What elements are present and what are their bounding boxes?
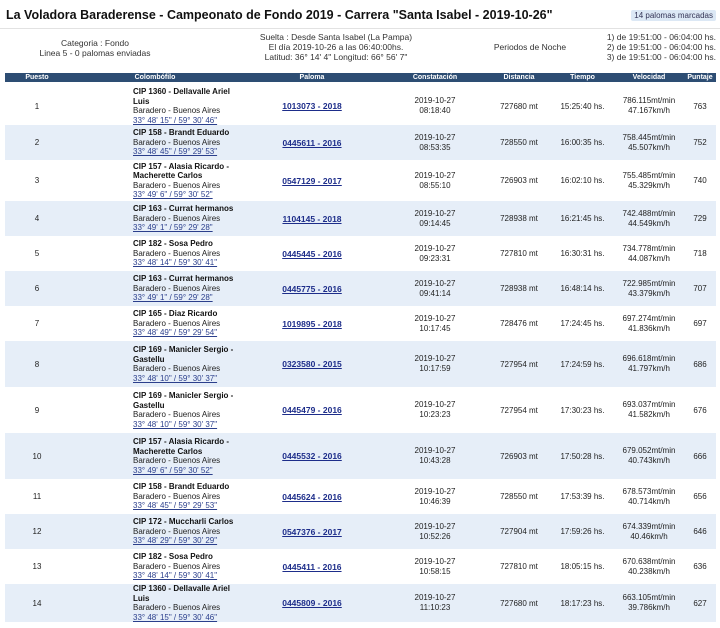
speed-km-h: 40.46km/h [630,531,668,541]
fancier-cell [69,479,241,514]
arrival-date: 2019-10-27 [414,96,456,105]
flight-time-cell: 16:48:14 hs. [551,271,614,306]
fancier-cell [69,387,241,433]
release-date: El día 2019-10-26 a las 06:40:00hs. [268,42,404,52]
arrival-date: 2019-10-27 [414,313,456,323]
score-cell: 666 [684,433,716,479]
position-cell: 10 [5,433,69,479]
fancier-cell [69,201,241,236]
speed-m-min: 722.985mt/min [622,278,676,288]
arrival-time: 10:58:15 [419,566,451,576]
pigeon-ring-link[interactable]: 1013073 - 2018 [282,101,342,111]
arrival-date: 2019-10-27 [414,521,456,531]
flight-time-cell: 17:59:26 hs. [551,514,614,549]
speed-m-min: 663.105mt/min [622,593,676,602]
fancier-location: Baradero - Buenos Aires [133,213,221,223]
fancier-coordinates[interactable]: 33° 48' 14" / 59° 30' 41" [133,258,218,268]
arrival-time: 10:17:59 [419,364,451,373]
table-row [5,341,716,387]
fancier-name: CIP 169 - Manicler Sergio - Gastellu [133,391,234,410]
fancier-location: Baradero - Buenos Aires [133,456,221,465]
night-periods-list [592,32,716,62]
category-label: Categoria : Fondo [60,38,130,48]
pigeon-ring-link[interactable]: 0445479 - 2016 [282,405,342,415]
distance-cell: 728550 mt [487,125,551,160]
line-label: Linea 5 - 0 palomas enviadas [39,48,151,58]
position-cell: 6 [5,271,69,306]
score-cell: 697 [693,319,707,328]
fancier-name: CIP 158 - Brandt Eduardo [133,482,230,492]
distance-cell: 726903 mt [500,176,538,185]
fancier-location: Baradero - Buenos Aires [133,137,221,147]
marked-count-badge: 14 palomas marcadas [631,10,716,21]
arrival-time: 08:18:40 [419,106,451,115]
pigeon-cell [241,160,383,201]
score-cell: 686 [684,341,716,387]
pigeon-ring-link[interactable]: 0445624 - 2016 [282,491,342,502]
speed-m-min: 679.052mt/min [622,446,676,455]
speed-km-h: 40.743km/h [628,456,670,465]
speed-cell [614,201,684,236]
fancier-location: Baradero - Buenos Aires [133,248,221,258]
position-cell: 1 [34,101,40,111]
fancier-coordinates[interactable]: 33° 48' 15" / 59° 30' 46" [133,612,218,622]
pigeon-cell [241,387,383,433]
fancier-coordinates[interactable]: 33° 49' 6" / 59° 30' 52" [133,465,213,475]
fancier-cell [69,514,241,549]
fancier-name: CIP 1360 - Dellavalle Ariel Luis [133,87,230,106]
col-header-tiempo[interactable]: Tiempo [551,73,614,82]
page-header [0,0,720,28]
speed-cell [614,387,684,433]
position-cell: 12 [5,514,69,549]
fancier-name: CIP 182 - Sosa Pedro [133,239,213,249]
pigeon-ring-link[interactable]: 0445532 - 2016 [282,451,342,461]
arrival-time: 10:17:45 [419,323,451,333]
position-cell: 7 [34,319,40,328]
fancier-name: CIP 163 - Currat hermanos [133,204,234,214]
fancier-cell [69,236,241,271]
distance-cell: 728550 mt [500,492,538,501]
pigeon-ring-link[interactable]: 0323580 - 2015 [282,359,342,369]
table-row [5,160,716,201]
pigeon-cell [241,549,383,584]
speed-km-h: 41.836km/h [628,323,670,333]
speed-km-h: 47.167km/h [628,106,670,115]
fancier-location: Baradero - Buenos Aires [133,106,221,115]
speed-m-min: 693.037mt/min [622,400,676,409]
arrival-time: 10:23:23 [419,410,451,419]
arrival-cell [383,479,487,514]
arrival-cell [383,87,487,125]
flight-time-cell: 16:02:10 hs. [560,176,605,185]
arrival-time: 09:41:14 [419,288,451,298]
table-row [5,584,716,622]
speed-cell [614,271,684,306]
category-info [0,38,190,58]
arrival-cell [383,306,487,341]
score-cell: 636 [693,562,707,571]
table-row [5,549,716,584]
speed-cell [614,514,684,549]
fancier-cell [69,306,241,341]
pigeon-ring-link[interactable]: 0445411 - 2016 [282,561,342,572]
fancier-cell [69,125,241,160]
fancier-cell [69,433,241,479]
arrival-date: 2019-10-27 [414,354,456,363]
night-period: 1) de 19:51:00 - 06:04:00 hs. [606,32,716,42]
page-title: La Voladora Baraderense - Campeonato de Fondo 2019 - Carrera "Santa Isabel - 2019-10-26" [6,8,553,22]
speed-cell [614,549,684,584]
arrival-cell [383,236,487,271]
distance-cell: 727680 mt [487,584,551,622]
speed-cell [614,160,684,201]
speed-m-min: 674.339mt/min [622,521,676,531]
pigeon-cell [241,584,383,622]
speed-cell [614,341,684,387]
speed-m-min: 670.638mt/min [622,556,676,566]
col-header-velocidad[interactable]: Velocidad [614,73,684,82]
col-header-distancia[interactable]: Distancia [487,73,551,82]
speed-m-min: 786.115mt/min [622,96,676,105]
fancier-location: Baradero - Buenos Aires [133,603,221,612]
fancier-cell [69,87,241,125]
release-info [246,32,426,62]
fancier-name: CIP 165 - Diaz Ricardo [133,309,218,319]
fancier-name: CIP 169 - Manicler Sergio - Gastellu [133,345,234,364]
arrival-date: 2019-10-27 [414,556,456,566]
fancier-name: CIP 163 - Currat hermanos [133,274,234,284]
fancier-coordinates[interactable]: 33° 48' 29" / 59° 30' 29" [133,536,218,546]
speed-cell [614,87,684,125]
table-row [5,514,716,549]
table-row [5,271,716,306]
distance-cell: 727810 mt [500,562,538,571]
fancier-location: Baradero - Buenos Aires [133,364,221,373]
arrival-cell [383,125,487,160]
pigeon-ring-link[interactable]: 1019895 - 2018 [282,318,342,329]
flight-time-cell: 15:25:40 hs. [560,101,605,111]
fancier-cell [69,341,241,387]
score-cell: 707 [684,271,716,306]
distance-cell: 727904 mt [487,514,551,549]
arrival-cell [383,271,487,306]
arrival-date: 2019-10-27 [414,208,456,218]
fancier-coordinates[interactable]: 33° 48' 10" / 59° 30' 37" [133,373,218,383]
speed-m-min: 734.778mt/min [622,243,676,253]
col-header-puntaje[interactable]: Puntaje [684,73,716,82]
pigeon-ring-link[interactable]: 0547129 - 2017 [282,175,342,186]
arrival-date: 2019-10-27 [414,446,456,455]
speed-km-h: 40.714km/h [628,496,670,506]
speed-km-h: 44.087km/h [628,253,670,263]
distance-cell: 728938 mt [487,271,551,306]
flight-time-cell: 17:24:45 hs. [560,319,605,328]
pigeon-cell [241,306,383,341]
arrival-date: 2019-10-27 [414,132,456,142]
arrival-time: 10:46:39 [419,496,451,506]
speed-cell [614,125,684,160]
arrival-cell [383,160,487,201]
speed-km-h: 39.786km/h [628,603,670,612]
distance-cell: 727954 mt [500,405,538,415]
arrival-time: 09:23:31 [419,253,451,263]
speed-m-min: 696.618mt/min [622,354,676,363]
distance-cell: 728476 mt [500,319,538,328]
table-row [5,306,716,341]
distance-cell: 727954 mt [487,341,551,387]
position-cell: 4 [5,201,69,236]
arrival-time: 11:10:23 [419,603,451,612]
score-cell: 740 [693,176,707,185]
fancier-name: CIP 182 - Sosa Pedro [133,552,213,562]
pigeon-ring-link[interactable]: 0547376 - 2017 [282,526,342,537]
speed-m-min: 742.488mt/min [622,208,676,218]
flight-time-cell: 16:21:45 hs. [551,201,614,236]
position-cell: 5 [34,249,40,258]
arrival-cell [383,341,487,387]
fancier-cell [69,160,241,201]
score-cell: 646 [684,514,716,549]
flight-time-cell: 17:24:59 hs. [551,341,614,387]
speed-m-min: 755.485mt/min [622,170,676,180]
speed-km-h: 40.238km/h [628,566,670,576]
arrival-time: 08:55:10 [419,180,451,190]
table-row [5,87,716,125]
fancier-coordinates[interactable]: 33° 48' 45" / 59° 29' 53" [133,501,218,511]
fancier-cell [69,549,241,584]
arrival-date: 2019-10-27 [414,278,456,288]
fancier-coordinates[interactable]: 33° 48' 14" / 59° 30' 41" [133,571,218,581]
arrival-cell [383,387,487,433]
speed-km-h: 43.379km/h [628,288,670,298]
position-cell: 8 [5,341,69,387]
fancier-coordinates[interactable]: 33° 49' 1" / 59° 29' 28" [133,293,213,303]
fancier-name: CIP 157 - Alasia Ricardo - Macherette Carlos [133,161,230,180]
col-header-colombofilo[interactable]: Colombófilo [69,73,241,82]
position-cell: 14 [5,584,69,622]
arrival-cell [383,514,487,549]
pigeon-cell [241,125,383,160]
pigeon-ring-link[interactable]: 0445611 - 2016 [282,137,342,148]
arrival-cell [383,433,487,479]
table-row [5,125,716,160]
score-cell: 676 [693,405,707,415]
fancier-name: CIP 158 - Brandt Eduardo [133,128,230,138]
speed-cell [614,433,684,479]
pigeon-cell [241,87,383,125]
arrival-cell [383,549,487,584]
arrival-cell [383,201,487,236]
race-info-panel [0,28,720,71]
fancier-location: Baradero - Buenos Aires [133,526,221,536]
release-coords: Latitud: 36° 14' 4" Longitud: 66° 56' 7" [264,52,408,62]
arrival-date: 2019-10-27 [414,486,456,496]
flight-time-cell: 16:00:35 hs. [551,125,614,160]
fancier-cell [69,271,241,306]
fancier-name: CIP 157 - Alasia Ricardo - Macherette Carlos [133,437,230,456]
flight-time-cell: 17:53:39 hs. [560,492,605,501]
fancier-name: CIP 172 - Muccharli Carlos [133,517,234,527]
position-cell: 2 [5,125,69,160]
flight-time-cell: 18:05:15 hs. [560,562,605,571]
score-cell: 729 [684,201,716,236]
speed-km-h: 45.329km/h [628,180,670,190]
results-table [5,73,716,622]
fancier-location: Baradero - Buenos Aires [133,318,221,328]
score-cell: 718 [693,249,707,258]
pigeon-cell [241,201,383,236]
pigeon-ring-link[interactable]: 0445445 - 2016 [282,248,342,259]
col-header-paloma[interactable]: Paloma [241,73,383,82]
score-cell: 656 [693,492,707,501]
flight-time-cell: 17:30:23 hs. [560,405,605,415]
position-cell: 9 [34,405,40,415]
score-cell: 627 [684,584,716,622]
pigeon-ring-link[interactable]: 0445775 - 2016 [282,283,342,294]
arrival-date: 2019-10-27 [414,243,456,253]
arrival-time: 10:52:26 [419,531,451,541]
fancier-location: Baradero - Buenos Aires [133,561,221,571]
flight-time-cell: 16:30:31 hs. [560,249,605,258]
position-cell: 3 [34,176,40,185]
arrival-time: 08:53:35 [419,142,451,152]
table-row [5,479,716,514]
speed-km-h: 44.549km/h [628,218,670,228]
night-period: 3) de 19:51:00 - 06:04:00 hs. [606,52,716,62]
distance-cell: 728938 mt [487,201,551,236]
fancier-coordinates[interactable]: 33° 49' 6" / 59° 30' 52" [133,190,213,199]
night-periods-label: Periodos de Noche [493,42,567,52]
table-row [5,387,716,433]
arrival-date: 2019-10-27 [414,593,456,602]
fancier-coordinates[interactable]: 33° 48' 10" / 59° 30' 37" [133,419,218,429]
speed-cell [614,306,684,341]
position-cell: 11 [32,492,42,501]
fancier-coordinates[interactable]: 33° 48' 15" / 59° 30' 46" [133,115,218,125]
fancier-coordinates[interactable]: 33° 49' 1" / 59° 29' 28" [133,223,213,233]
release-origin: Suelta : Desde Santa Isabel (La Pampa) [259,32,413,42]
speed-cell [614,479,684,514]
score-cell: 752 [684,125,716,160]
speed-m-min: 678.573mt/min [622,486,676,496]
night-period: 2) de 19:51:00 - 06:04:00 hs. [606,42,716,52]
table-row [5,236,716,271]
pigeon-cell [241,271,383,306]
pigeon-cell [241,433,383,479]
speed-cell [614,584,684,622]
flight-time-cell: 17:50:28 hs. [551,433,614,479]
col-header-puesto[interactable]: Puesto [5,73,69,82]
speed-km-h: 45.507km/h [628,142,670,152]
distance-cell: 727680 mt [500,101,538,111]
arrival-date: 2019-10-27 [414,170,456,180]
fancier-location: Baradero - Buenos Aires [133,180,221,190]
score-cell: 763 [693,101,707,111]
fancier-name: CIP 1360 - Dellavalle Ariel Luis [133,584,230,603]
speed-cell [614,236,684,271]
table-header-row [5,73,716,82]
table-row [5,433,716,479]
position-cell: 13 [32,562,42,571]
fancier-cell [69,584,241,622]
col-header-constatacion[interactable]: Constatación [383,73,487,82]
distance-cell: 726903 mt [487,433,551,479]
distance-cell: 727810 mt [500,249,538,258]
pigeon-cell [241,514,383,549]
pigeon-ring-link[interactable]: 1104145 - 2018 [282,213,342,224]
speed-m-min: 758.445mt/min [622,132,676,142]
fancier-coordinates[interactable]: 33° 48' 49" / 59° 29' 54" [133,328,218,338]
fancier-location: Baradero - Buenos Aires [133,283,221,293]
flight-time-cell: 18:17:23 hs. [551,584,614,622]
fancier-location: Baradero - Buenos Aires [133,410,221,419]
fancier-location: Baradero - Buenos Aires [133,491,221,501]
speed-m-min: 697.274mt/min [622,313,676,323]
pigeon-ring-link[interactable]: 0445809 - 2016 [282,598,342,608]
arrival-date: 2019-10-27 [414,400,456,409]
arrival-cell [383,584,487,622]
pigeon-cell [241,236,383,271]
speed-km-h: 41.797km/h [628,364,670,373]
fancier-coordinates[interactable]: 33° 48' 45" / 59° 29' 53" [133,147,218,157]
pigeon-cell [241,341,383,387]
table-row [5,201,716,236]
pigeon-cell [241,479,383,514]
arrival-time: 09:14:45 [419,218,451,228]
speed-km-h: 41.582km/h [628,410,670,419]
arrival-time: 10:43:28 [419,456,451,465]
